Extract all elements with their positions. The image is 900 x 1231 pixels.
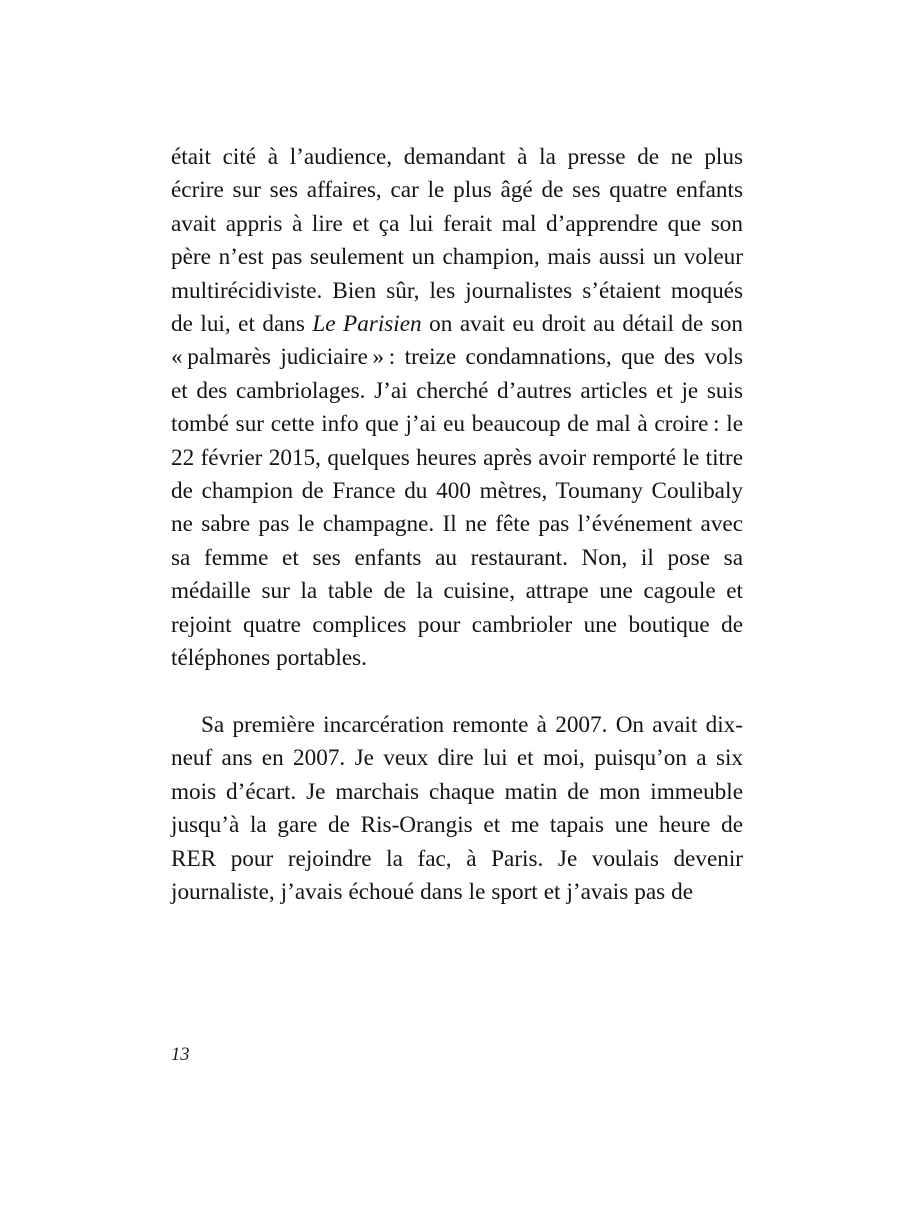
paragraph-1-segment-3: on avait eu droit au détail de son « palmarès judiciaire » : treize condamnations, que des vols et des cambriolages. J’ai cherché d’autres articles et je suis tombé sur cette info que j’ai eu beaucoup de mal à croire : le 22 février 2015, quelques heures après avoir remporté le titre de champion de France du 400 mètres, Toumany Coulibaly ne sabre pas le champagne. Il ne fête pas l’événement avec sa femme et ses enfants au restaurant. Non, il pose sa médaille sur la table de la cuisine, attrape une cagoule et rejoint quatre complices pour cambrioler une boutique de téléphones portables. (171, 311, 744, 672)
paragraph-1 (171, 141, 743, 676)
page-number: 13 (171, 1045, 190, 1065)
paragraph-2 (171, 709, 743, 909)
page-text-block (171, 141, 743, 909)
publication-title-le-parisien: Le Parisien (312, 311, 422, 338)
paragraph-1-segment-1: était cité à l’audience, demandant à la presse de ne plus écrire sur ses affaires, car le plus âgé de ses quatre enfants avait appris à lire et ça lui ferait mal d’apprendre que son père n’est pas seulement un champion, mais aussi un voleur multirécidiviste. Bien sûr, les journalistes s’étaient moqués de lui, et dans (171, 144, 743, 338)
paragraph-2-segment-1: Sa première incarcération remonte à 2007. On avait dix-neuf ans en 2007. Je veux dire lui et moi, puisqu’on a six mois d’écart. Je marchais chaque matin de mon immeuble jusqu’à la gare de Ris-Orangis et me tapais une heure de RER pour rejoindre la fac, à Paris. Je voulais devenir journaliste, j’avais échoué dans le sport et j’avais pas de (171, 711, 743, 905)
